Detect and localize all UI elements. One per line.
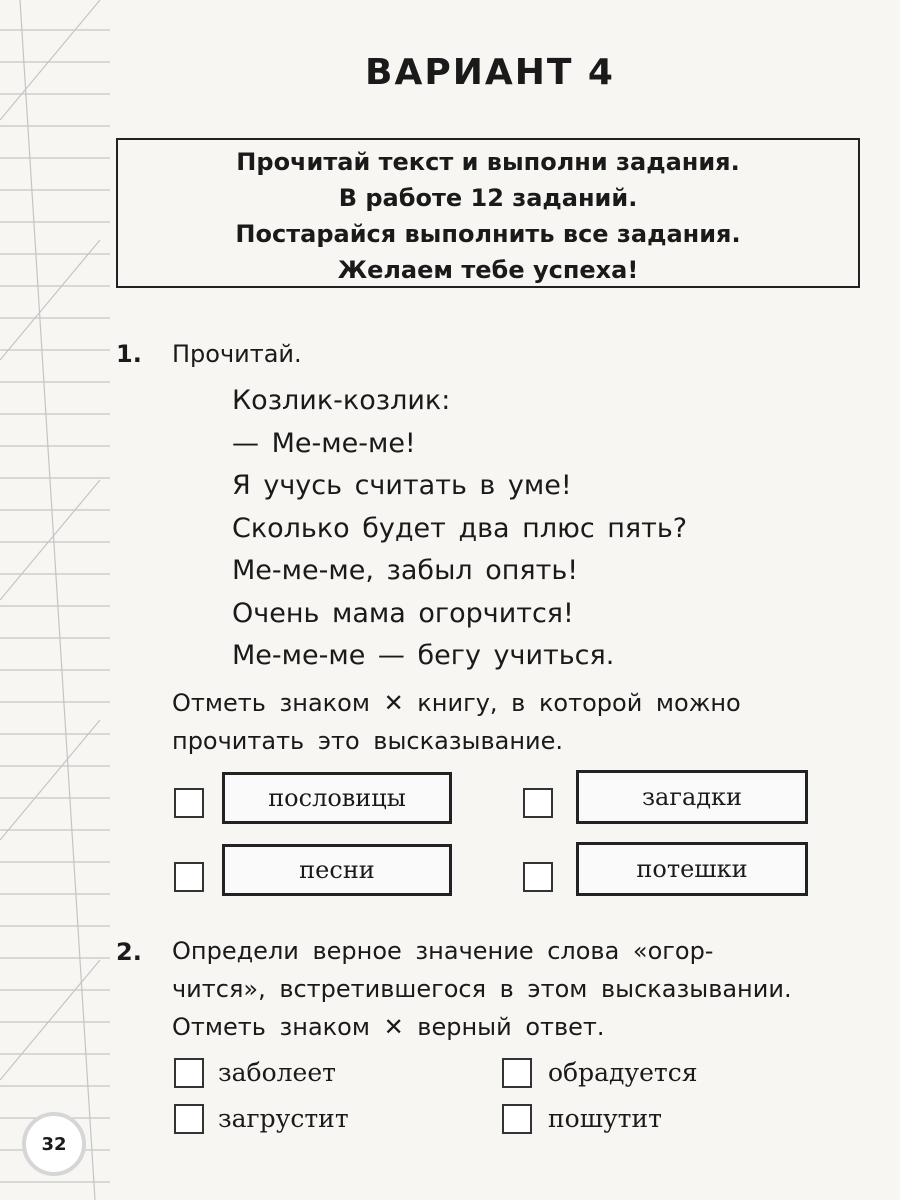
answer-option-1: заболеет (218, 1058, 336, 1087)
poem-line: Ме-ме-ме — бегу учиться. (232, 640, 615, 671)
question-2-number: 2. (116, 938, 142, 966)
answer-option-3: загрустит (218, 1104, 349, 1133)
question-line: Отметь знаком ✕ верный ответ. (172, 1013, 605, 1041)
task-line: прочитать это высказывание. (172, 727, 564, 755)
page-title: ВАРИАНТ 4 (365, 52, 615, 93)
checkbox-answer-4[interactable] (502, 1104, 532, 1134)
notebook-margin-lines (0, 0, 110, 1200)
question-1-task (172, 684, 741, 760)
instruction-line: В работе 12 заданий. (338, 184, 638, 212)
instructions-box (116, 138, 860, 288)
poem-line: Очень мама огорчится! (232, 597, 574, 629)
question-1-prompt: Прочитай. (172, 340, 302, 368)
instruction-line: Прочитай текст и выполни задания. (236, 148, 740, 176)
option-riddles: загадки (576, 770, 808, 824)
option-songs: песни (222, 844, 452, 896)
poem-line: Я учусь считать в уме! (232, 470, 572, 501)
checkbox-proverbs[interactable] (174, 788, 204, 818)
checkbox-answer-2[interactable] (502, 1058, 532, 1088)
poem-line: Ме-ме-ме, забыл опять! (232, 555, 579, 586)
checkbox-riddles[interactable] (523, 788, 553, 818)
option-nursery-rhymes: потешки (576, 842, 808, 896)
checkbox-nursery-rhymes[interactable] (523, 862, 553, 892)
checkbox-answer-3[interactable] (174, 1104, 204, 1134)
question-line: чится», встретившегося в этом высказывании. (172, 975, 792, 1003)
answer-option-4: пошутит (548, 1104, 662, 1133)
page-number: 32 (22, 1112, 86, 1176)
task-line: Отметь знаком ✕ книгу, в которой можно (172, 689, 741, 717)
answer-option-2: обрадуется (548, 1058, 698, 1087)
option-proverbs: пословицы (222, 772, 452, 824)
poem-line: Козлик-козлик: (232, 385, 451, 416)
instruction-line: Постарайся выполнить все задания. (235, 220, 741, 248)
instruction-line: Желаем тебе успеха! (337, 256, 639, 284)
poem-line: Сколько будет два плюс пять? (232, 512, 688, 544)
question-2-text (172, 932, 792, 1046)
poem (232, 380, 687, 678)
poem-line: — Ме-ме-ме! (232, 427, 416, 459)
checkbox-answer-1[interactable] (174, 1058, 204, 1088)
question-1-number: 1. (116, 340, 142, 368)
question-line: Определи верное значение слова «огор- (172, 937, 714, 965)
checkbox-songs[interactable] (174, 862, 204, 892)
